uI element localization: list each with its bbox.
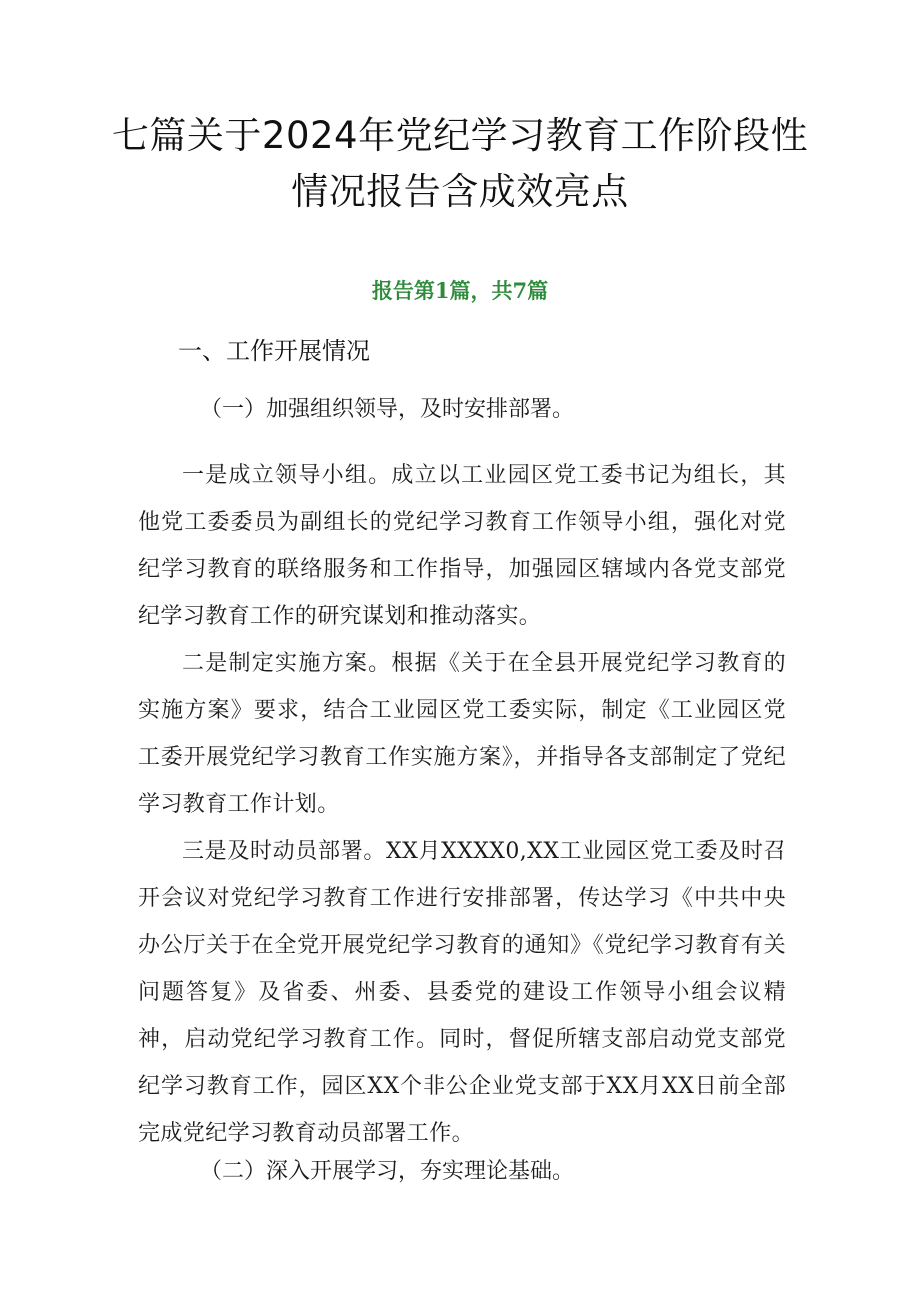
paragraph-mobilization: 三是及时动员部署。XX月XXXX0,XX工业园区党工委及时召开会议对党纪学习教育工作进行安排部署，传达学习《中共中央办公厅关于在全党开展党纪学习教育的通知》《党纪学习教育有关问题答复》及省委、州委、县委党的建设工作领导小组会议精神，启动党纪学习教育工作。同时，督促所辖支部启动党支部党纪学习教育工作，园区XX个非公企业党支部于XX月XX日前全部完成党纪学习教育动员部署工作。 <box>138 839 786 1146</box>
subheading-organization: （一）加强组织领导，及时安排部署。 <box>200 397 575 422</box>
paragraph-leading-group: 一是成立领导小组。成立以工业园区党工委书记为组长，其他党工委委员为副组长的党纪学习教育工作领导小组，强化对党纪学习教育的联络服务和工作指导，加强园区辖域内各党支部党纪学习教育工作的研究谋划和推动落实。 <box>138 463 786 629</box>
report-counter: 报告第1篇，共7篇 <box>371 278 549 303</box>
section-heading: 一、工作开展情况 <box>178 337 370 365</box>
paragraph-implementation-plan: 二是制定实施方案。根据《关于在全县开展党纪学习教育的实施方案》要求，结合工业园区党工委实际，制定《工业园区党工委开展党纪学习教育工作实施方案》，并指导各支部制定了党纪学习教育工作计划。 <box>138 651 786 817</box>
document-title: 七篇关于2024年党纪学习教育工作阶段性情况报告含成效亮点 <box>111 114 809 213</box>
subheading-study: （二）深入开展学习，夯实理论基础。 <box>200 1159 575 1184</box>
